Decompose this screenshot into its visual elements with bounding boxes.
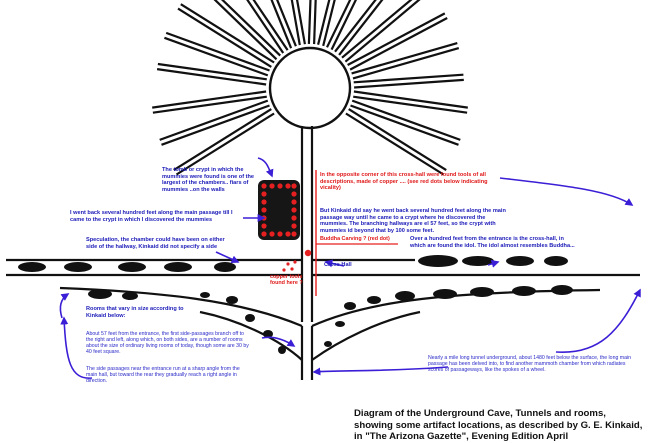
room — [367, 296, 381, 304]
mummy-dot — [291, 191, 296, 196]
buddha-label: Buddha Carving ? (red dot) — [320, 236, 390, 242]
spoke-passage — [162, 106, 270, 145]
room — [214, 262, 236, 272]
about-57-label: About 57 feet from the entrance, the first side-passages branch off to the right and left, along which, on both sides, are a number of rooms about the size of ordinary living rooms of today, though some are 30 by 40 feet square. — [86, 331, 249, 356]
opposite-corner-label: In the opposite corner of this cross-hall were found tools of all descriptions, made of copper .... (see red dots below indicating vicality) — [320, 172, 488, 192]
room — [118, 262, 146, 272]
room — [551, 285, 573, 295]
mile-long-label: Nearly a mile long tunnel underground, about 1480 feet below the surface, the long main passage has been delved into, to find another mammoth chamber from which radiates scores of passageways, like the spokes of a wheel. — [428, 355, 632, 374]
spoke-passage — [197, 0, 276, 59]
room — [64, 262, 92, 272]
mummy-dot — [277, 183, 282, 188]
room — [226, 296, 238, 304]
mummy-dot — [269, 183, 274, 188]
spoke-passage — [178, 9, 271, 67]
spoke-passage — [350, 18, 447, 70]
spoke-passage — [314, 0, 318, 44]
mummy-dot — [269, 231, 274, 236]
spoke-passage — [226, 0, 288, 50]
room — [418, 255, 458, 267]
diagram-caption: Diagram of the Underground Cave, Tunnels and rooms, showing some artifact locations, as described by G. E. Kinkaid, in "The Arizona Gazette", Evening Edition April — [354, 408, 643, 442]
room — [470, 287, 494, 297]
copper-tools-label: copper tools found here ? — [270, 274, 303, 287]
room — [164, 262, 192, 272]
mummy-dot — [291, 183, 296, 188]
mummy-dot — [291, 231, 296, 236]
room — [512, 286, 536, 296]
mummy-dot — [261, 199, 266, 204]
went-back-label: I went back several hundred feet along the main passage till I came to the crypt in which I discovered the mummies — [70, 210, 233, 223]
mummy-dot — [291, 223, 296, 228]
mummy-dot — [277, 231, 282, 236]
spoke-passage — [339, 0, 407, 55]
spoke-passage — [309, 0, 313, 44]
mummy-dot — [285, 231, 290, 236]
spoke-passage — [174, 109, 271, 170]
hundred-feet-label: Over a hundred feet from the entrance is the cross-hall, in which are found the idol. The idol almost resembles Buddha... — [410, 236, 575, 249]
mummy-dot — [285, 183, 290, 188]
spoke-passage — [281, 0, 300, 45]
spoke-passage — [349, 109, 447, 170]
room — [18, 262, 46, 272]
spoke-passage — [164, 38, 267, 76]
side-passages-label: The side passages near the entrance run at a sharp angle from the main hall, but toward the rear they gradually reach a right angle in direction. — [86, 366, 240, 385]
speculation-label: Speculation, the chamber could have been on either side of the hallway, Kinkaid did not specify a side — [86, 237, 225, 250]
rooms-vary-label: Rooms that vary in size according to Kinkaid below: — [86, 306, 184, 319]
mummy-dot — [261, 223, 266, 228]
spoke-passage — [352, 43, 458, 73]
tomb-label: The tomb or crypt in which the mummies were found is one of the largest of the chambers.. fiars of mummies ..on the walls — [162, 167, 254, 193]
room — [88, 289, 112, 299]
mammoth-chamber — [270, 48, 350, 128]
mummy-dot — [291, 215, 296, 220]
room — [278, 346, 286, 354]
room — [395, 291, 415, 301]
mummy-dot — [291, 199, 296, 204]
kinkaid-said-label: But Kinkaid did say he went back several hundred feet along the main passage way until he came to a crypt where he discovered the mummies. The branching hallways are el 57 feet, so the crypt with mummies id beyond that by 100 some feet. — [320, 208, 506, 234]
room — [506, 256, 534, 266]
spoke-passage — [351, 106, 459, 145]
mummy-dot — [291, 207, 296, 212]
copper-tool-dots — [282, 260, 296, 271]
room — [324, 341, 332, 347]
room — [245, 314, 255, 322]
room — [544, 256, 568, 266]
mummy-dot — [261, 207, 266, 212]
mummy-dot — [261, 231, 266, 236]
buddha-red-dot — [305, 250, 311, 256]
room — [344, 302, 356, 310]
room — [433, 289, 457, 299]
room — [335, 321, 345, 327]
room — [122, 292, 138, 300]
room — [200, 292, 210, 298]
cross-hall-label: Cross Hall — [324, 262, 352, 268]
